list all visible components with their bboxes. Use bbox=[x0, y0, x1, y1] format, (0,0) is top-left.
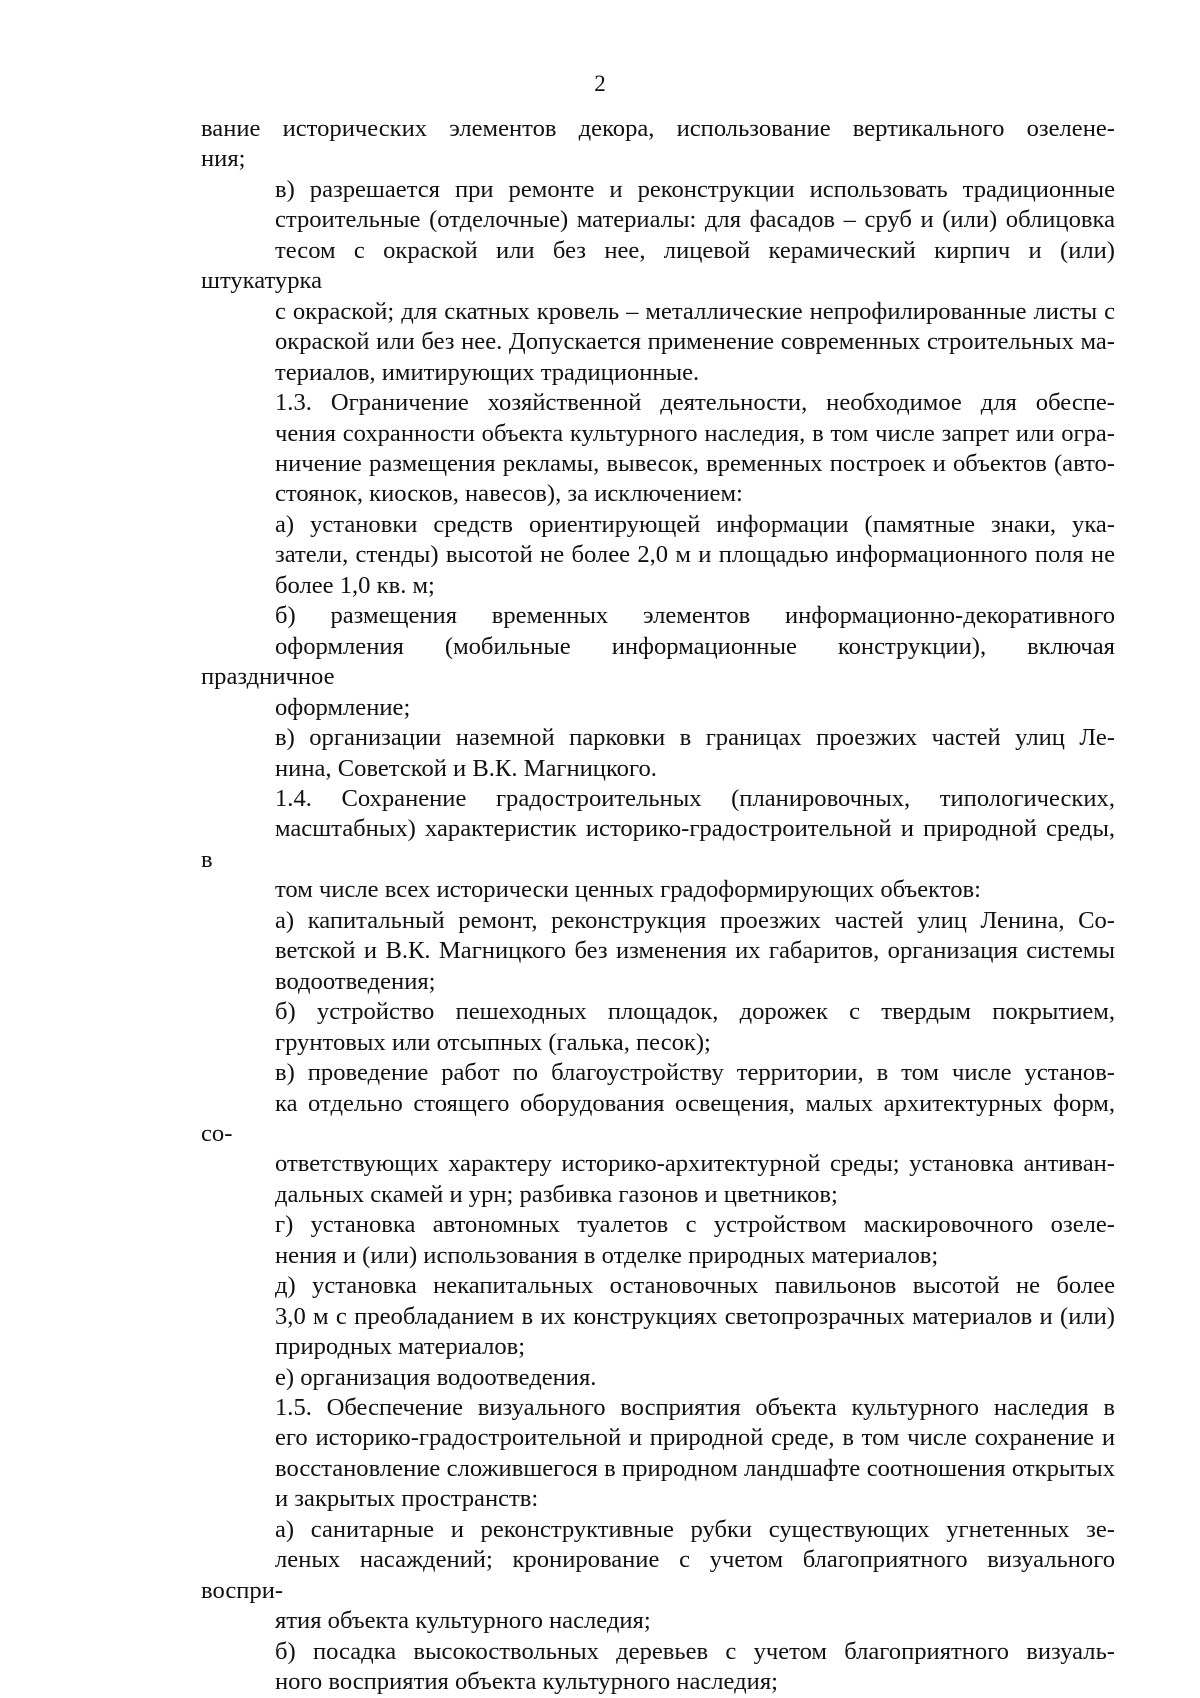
text-line: более 1,0 кв. м; bbox=[275, 571, 435, 599]
text-line: оформление; bbox=[275, 693, 411, 721]
text-line: а) установки средств ориентирующей информации (памятные знаки, ука- bbox=[275, 510, 1115, 538]
paragraph bbox=[201, 1058, 1115, 1210]
text-line: ничение размещения рекламы, вывесок, временных построек и объектов (авто- bbox=[275, 449, 1115, 477]
text-line: е) организация водоотведения. bbox=[275, 1363, 597, 1391]
text-line: вание исторических элементов декора, использование вертикального озелене- bbox=[201, 115, 1115, 142]
paragraph bbox=[201, 601, 1115, 723]
text-line: ветской и В.К. Магницкого без изменения их габаритов, организация системы bbox=[275, 937, 1115, 965]
text-line: дальных скамей и урн; разбивка газонов и цветников; bbox=[275, 1180, 838, 1208]
paragraph bbox=[201, 1515, 1115, 1637]
text-line: стоянок, киосков, навесов), за исключением: bbox=[275, 480, 743, 508]
text-line: б) посадка высокоствольных деревьев с учетом благоприятного визуаль- bbox=[275, 1637, 1115, 1665]
text-line: с окраской; для скатных кровель – металлические непрофилированные листы с bbox=[275, 297, 1115, 325]
text-line: в) проведение работ по благоустройству территории, в том числе установ- bbox=[275, 1059, 1115, 1087]
text-line: восстановление сложившегося в природном ландшафте соотношения открытых bbox=[275, 1454, 1115, 1482]
text-line: г) установка автономных туалетов с устройством маскировочного озеле- bbox=[275, 1211, 1115, 1239]
text-line: в) разрешается при ремонте и реконструкции использовать традиционные bbox=[275, 175, 1115, 203]
text-line: нения и (или) использования в отделке природных материалов; bbox=[275, 1241, 939, 1269]
text-line: д) установка некапитальных остановочных павильонов высотой не более bbox=[275, 1272, 1115, 1300]
paragraph bbox=[201, 510, 1115, 601]
paragraph bbox=[201, 997, 1115, 1058]
page-number: 2 bbox=[594, 71, 606, 96]
text-line: природных материалов; bbox=[275, 1333, 526, 1361]
text-line: ятия объекта культурного наследия; bbox=[275, 1607, 651, 1635]
text-line: б) размещения временных элементов информационно-декоративного bbox=[275, 602, 1115, 630]
paragraph bbox=[201, 784, 1115, 906]
text-line: затели, стенды) высотой не более 2,0 м и площадью информационного поля не bbox=[275, 541, 1115, 569]
text-line: чения сохранности объекта культурного наследия, в том числе запрет или огра- bbox=[275, 419, 1115, 447]
text-line: а) капитальный ремонт, реконструкция проезжих частей улиц Ленина, Со- bbox=[275, 906, 1115, 934]
text-line: а) санитарные и реконструктивные рубки существующих угнетенных зе- bbox=[275, 1515, 1115, 1543]
text-line: оформления (мобильные информационные конструкции), включая праздничное bbox=[201, 632, 1115, 691]
paragraph bbox=[201, 1363, 1115, 1393]
text-line: ответствующих характеру историко-архитектурной среды; установка антиван- bbox=[275, 1150, 1115, 1178]
paragraph bbox=[201, 1271, 1115, 1362]
text-line: 1.4. Сохранение градостроительных (планировочных, типологических, bbox=[275, 784, 1115, 812]
text-line: 1.3. Ограничение хозяйственной деятельности, необходимое для обеспе- bbox=[275, 389, 1115, 417]
text-line: леных насаждений; кронирование с учетом благоприятного визуального воспри- bbox=[201, 1546, 1115, 1604]
paragraph bbox=[201, 114, 1115, 175]
text-line: масштабных) характеристик историко-градостроительной и природной среды, в bbox=[201, 815, 1115, 873]
document-body bbox=[201, 114, 1115, 1698]
paragraph bbox=[201, 906, 1115, 997]
paragraph bbox=[201, 388, 1115, 510]
text-line: ка отдельно стоящего оборудования освещения, малых архитектурных форм, со- bbox=[201, 1089, 1115, 1147]
paragraph bbox=[201, 175, 1115, 388]
text-line: его историко-градостроительной и природной среде, в том числе сохранение и bbox=[275, 1424, 1115, 1452]
text-line: том числе всех исторически ценных градоформирующих объектов: bbox=[275, 876, 981, 904]
text-line: окраской или без нее. Допускается применение современных строительных ма- bbox=[275, 328, 1115, 356]
text-line: 1.5. Обеспечение визуального восприятия объекта культурного наследия в bbox=[275, 1394, 1115, 1422]
text-line: териалов, имитирующих традиционные. bbox=[275, 358, 700, 386]
text-line: ния; bbox=[201, 145, 246, 173]
text-line: и закрытых пространств: bbox=[275, 1485, 539, 1513]
paragraph bbox=[201, 1210, 1115, 1271]
text-line: нина, Советской и В.К. Магницкого. bbox=[275, 754, 657, 782]
text-line: строительные (отделочные) материалы: для фасадов – сруб и (или) облицовка bbox=[275, 206, 1115, 234]
text-line: ного восприятия объекта культурного наследия; bbox=[275, 1668, 778, 1696]
paragraph bbox=[201, 1393, 1115, 1515]
text-line: б) устройство пешеходных площадок, дорожек с твердым покрытием, bbox=[275, 998, 1115, 1026]
paragraph bbox=[201, 1637, 1115, 1698]
paragraph bbox=[201, 723, 1115, 784]
text-line: 3,0 м с преобладанием в их конструкциях светопрозрачных материалов и (или) bbox=[275, 1302, 1115, 1330]
text-line: водоотведения; bbox=[275, 967, 436, 995]
text-line: в) организации наземной парковки в границах проезжих частей улиц Ле- bbox=[275, 724, 1115, 752]
text-line: грунтовых или отсыпных (галька, песок); bbox=[275, 1028, 711, 1056]
text-line: тесом с окраской или без нее, лицевой керамический кирпич и (или) штукатурка bbox=[201, 236, 1115, 295]
